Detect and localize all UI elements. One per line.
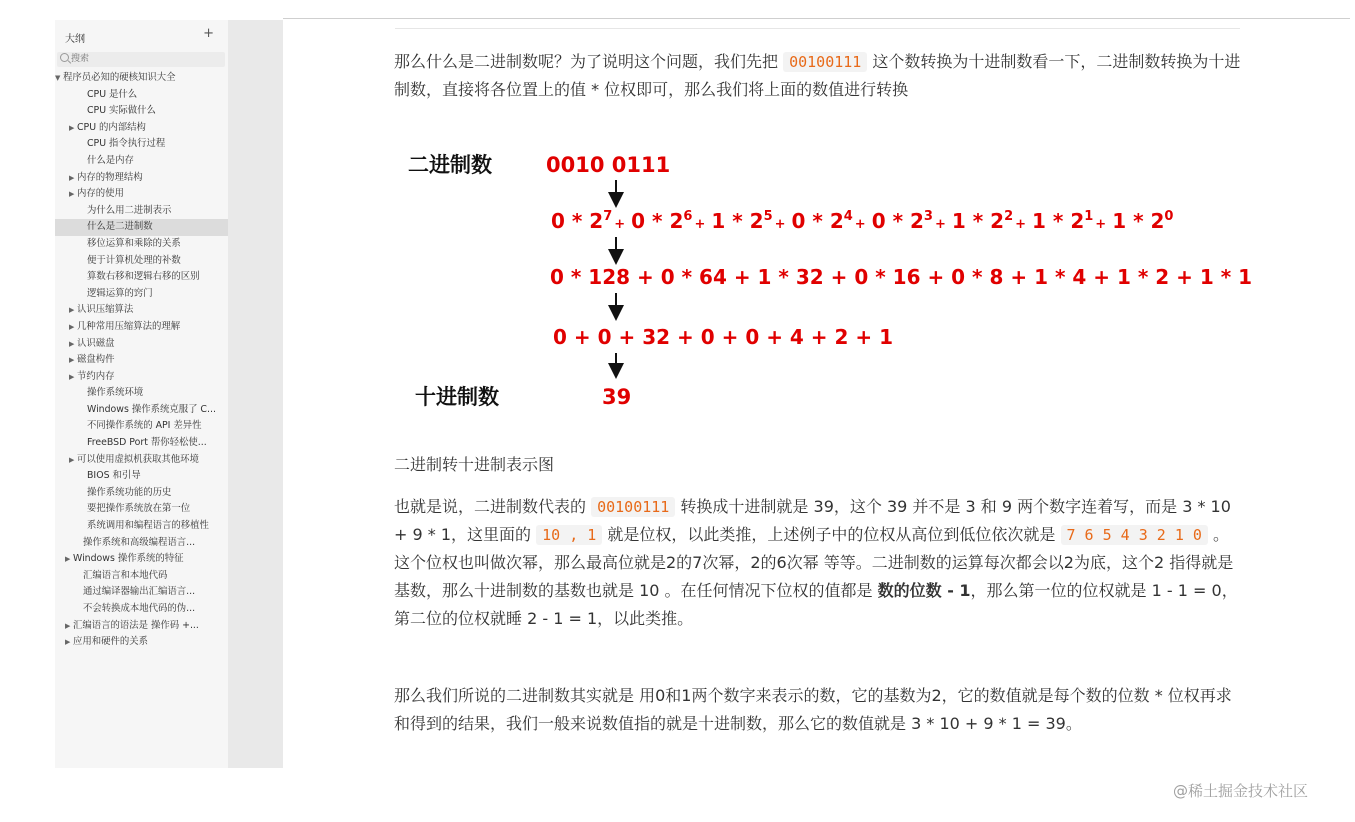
caret-right-icon[interactable]: ▶ xyxy=(69,372,75,381)
outline-item-label: 节约内存 xyxy=(77,370,115,382)
binary-to-decimal-diagram xyxy=(395,135,1255,435)
outline-item[interactable] xyxy=(55,501,228,518)
paragraph-intro xyxy=(394,48,1242,104)
outline-item-label: 操作系统环境 xyxy=(87,387,144,399)
exponent: 7 xyxy=(603,209,613,224)
weight-term: 1 * 2 xyxy=(1112,209,1165,233)
outline-item[interactable] xyxy=(55,535,228,552)
outline-item-label: 通过编译器输出汇编语言... xyxy=(83,586,196,598)
outline-item[interactable] xyxy=(55,120,228,137)
outline-item-label: 什么是内存 xyxy=(87,154,134,166)
outline-item[interactable] xyxy=(55,236,228,253)
plus-sign: + xyxy=(694,217,706,232)
p2-text-a: 也就是说，二进制数代表的 xyxy=(394,497,592,516)
caret-right-icon[interactable]: ▶ xyxy=(69,306,75,315)
inline-code: 00100111 xyxy=(783,52,867,72)
caret-right-icon[interactable]: ▶ xyxy=(69,190,75,199)
outline-item[interactable] xyxy=(55,319,228,336)
outline-item-label: 磁盘构件 xyxy=(77,354,115,366)
outline-item[interactable] xyxy=(55,452,228,469)
weight-term: 1 * 2 xyxy=(711,209,764,233)
outline-item[interactable] xyxy=(55,219,228,236)
decimal-value: 39 xyxy=(602,385,632,409)
search-icon xyxy=(60,53,69,62)
content-divider xyxy=(395,28,1240,29)
outline-item-label: 便于计算机处理的补数 xyxy=(87,254,181,266)
p1-text-a: 那么什么是二进制数呢？为了说明这个问题，我们先把 xyxy=(394,52,784,71)
outline-item[interactable] xyxy=(55,186,228,203)
outline-item[interactable] xyxy=(55,518,228,535)
outline-item-label: Windows 操作系统克服了 C... xyxy=(87,403,216,415)
exponent: 1 xyxy=(1084,209,1094,224)
outline-header xyxy=(55,20,228,50)
diagram-caption: 二进制转十进制表示图 xyxy=(394,455,555,474)
inline-code: 10 , 1 xyxy=(536,525,602,545)
outline-item[interactable] xyxy=(55,468,228,485)
outline-item-label: 算数右移和逻辑右移的区别 xyxy=(87,271,200,283)
outline-item[interactable] xyxy=(55,485,228,502)
watermark: @稀土掘金技术社区 xyxy=(1173,782,1309,800)
exponent: 3 xyxy=(923,209,933,224)
outline-item-label: 认识磁盘 xyxy=(77,337,115,349)
plus-sign: + xyxy=(1095,217,1107,232)
outline-item-label: 操作系统和高级编程语言... xyxy=(83,536,196,548)
outline-item-label: 认识压缩算法 xyxy=(77,304,134,316)
weight-term: 1 * 2 xyxy=(951,209,1005,233)
add-icon[interactable]: + xyxy=(203,26,214,41)
caret-right-icon[interactable]: ▶ xyxy=(69,455,75,464)
outline-item[interactable] xyxy=(55,70,228,87)
outline-item[interactable] xyxy=(55,253,228,270)
paragraph-explanation xyxy=(394,493,1242,633)
outline-item[interactable] xyxy=(55,136,228,153)
sum-row: 0 + 0 + 32 + 0 + 0 + 4 + 2 + 1 xyxy=(553,325,894,349)
weight-term: 0 * 2 xyxy=(551,209,604,233)
outline-item[interactable] xyxy=(55,352,228,369)
plus-sign: + xyxy=(1015,217,1027,232)
outline-item-label: FreeBSD Port 帮你轻松使... xyxy=(87,437,207,449)
outline-item-label: 汇编语言的语法是 操作码 +... xyxy=(73,619,199,631)
outline-item[interactable] xyxy=(55,302,228,319)
caret-right-icon[interactable]: ▶ xyxy=(65,555,71,564)
inline-code: 00100111 xyxy=(591,497,675,517)
outline-item-label: 逻辑运算的窍门 xyxy=(87,287,153,299)
p2-text-c: 就是位权，以此类推，上述例子中的位权从高位到低位依次就是 xyxy=(602,525,1061,544)
caret-down-icon[interactable]: ▼ xyxy=(55,74,61,82)
outline-item-label: 应用和硬件的关系 xyxy=(73,636,149,648)
outline-item-label: 可以使用虚拟机获取其他环境 xyxy=(77,453,199,465)
weight-term: 0 * 2 xyxy=(871,209,924,233)
outline-item[interactable] xyxy=(55,601,228,618)
paragraph-summary: 那么我们所说的二进制数其实就是 用0和1两个数字来表示的数，它的基数为2，它的数值就是每个数的位数 * 位权再求和得到的结果，我们一般来说数值指的就是十进制数，那么它的数值就是 3 * 10 + 9 * 1 = 39。 xyxy=(394,686,1232,733)
search-box[interactable] xyxy=(57,52,225,67)
outline-item-label: 什么是二进制数 xyxy=(87,221,153,233)
outline-item[interactable] xyxy=(55,584,228,601)
outline-item[interactable] xyxy=(55,551,228,568)
plus-sign: + xyxy=(934,217,946,232)
outline-item-label: CPU 是什么 xyxy=(87,88,138,100)
outline-item-label: CPU 指令执行过程 xyxy=(87,138,166,150)
weight-term: 0 * 2 xyxy=(631,209,684,233)
plus-sign: + xyxy=(774,217,786,232)
exponent: 4 xyxy=(843,209,853,224)
outline-item-label: 程序员必知的硬核知识大全 xyxy=(63,72,176,83)
outline-item-label: Windows 操作系统的特征 xyxy=(73,553,184,565)
plus-sign: + xyxy=(854,217,866,232)
outline-item[interactable] xyxy=(55,286,228,303)
outline-item[interactable] xyxy=(55,336,228,353)
caret-right-icon[interactable]: ▶ xyxy=(65,621,71,630)
binary-value: 0010 0111 xyxy=(546,153,671,177)
caret-right-icon[interactable]: ▶ xyxy=(69,173,75,182)
outline-item[interactable] xyxy=(55,87,228,104)
caret-right-icon[interactable]: ▶ xyxy=(69,123,75,132)
weight-term: 0 * 2 xyxy=(791,209,844,233)
outline-list xyxy=(55,70,228,651)
p2-text-d: 。这个位权也叫做次幂，那么最高位就是2的7次幂，2的6次幂 等等。二进制数的运算每次都会以2为底，这个2 指得就是基数，那么十进制数的基数也就是 10 。在任何情况下位权的值都是 xyxy=(394,525,1234,600)
caret-right-icon[interactable]: ▶ xyxy=(69,322,75,331)
binary-label: 二进制数 xyxy=(408,153,492,177)
outline-item-label: 移位运算和乘除的关系 xyxy=(87,237,181,249)
search-input[interactable] xyxy=(71,52,221,66)
p1-text-b: 这个数转换为十进制数看一下，二进制数转换为十进制数，直接将各位置上的值 * 位权即可，那么我们将上面的数值进行转换 xyxy=(394,52,1241,99)
outline-item[interactable] xyxy=(55,203,228,220)
outline-item[interactable] xyxy=(55,153,228,170)
exponent: 0 xyxy=(1164,209,1174,224)
outline-title: 大纲 xyxy=(65,34,85,45)
outline-item[interactable] xyxy=(55,435,228,452)
caret-right-icon[interactable]: ▶ xyxy=(69,356,75,365)
outline-item[interactable] xyxy=(55,103,228,120)
outline-item-label: 内存的使用 xyxy=(77,188,124,200)
outline-item-label: 不会转换成本地代码的伪... xyxy=(83,603,196,614)
exponent: 2 xyxy=(1004,209,1014,224)
decimal-label: 十进制数 xyxy=(415,385,499,409)
outline-item-label: 系统调用和编程语言的移植性 xyxy=(87,520,209,532)
p2-text-e: ，那么第一位的位权就是 1 - 1 = 0， 第二位的位权就睡 2 - 1 = 1，以此类推。 xyxy=(394,581,1238,628)
editor-gutter xyxy=(228,20,283,768)
outline-item[interactable] xyxy=(55,418,228,435)
outline-item[interactable] xyxy=(55,634,228,651)
outline-item[interactable] xyxy=(55,402,228,419)
outline-item-label: BIOS 和引导 xyxy=(87,470,141,482)
outline-item-label: CPU 的内部结构 xyxy=(77,121,146,133)
outline-item[interactable] xyxy=(55,618,228,635)
top-divider xyxy=(283,18,1350,19)
weights-row xyxy=(551,209,1173,233)
inline-code: 7 6 5 4 3 2 1 0 xyxy=(1061,525,1208,545)
weight-term: 1 * 2 xyxy=(1032,209,1085,233)
outline-item-label: 汇编语言和本地代码 xyxy=(83,569,168,581)
outline-item[interactable] xyxy=(55,568,228,585)
outline-item-label: 操作系统功能的历史 xyxy=(87,486,172,498)
exponent: 5 xyxy=(763,209,773,224)
exponent: 6 xyxy=(683,209,693,224)
outline-item-label: CPU 实际做什么 xyxy=(87,105,156,117)
p2-text-b: 转换成十进制就是 39，这个 39 并不是 3 和 9 两个数字连着写，而是 3 * 10 + 9 * 1，这里面的 xyxy=(394,497,1231,544)
outline-item-label: 为什么用二进制表示 xyxy=(87,204,172,216)
caret-right-icon[interactable]: ▶ xyxy=(69,339,75,348)
outline-item[interactable] xyxy=(55,269,228,286)
plus-sign: + xyxy=(614,217,626,232)
outline-item-label: 要把操作系统放在第一位 xyxy=(87,503,191,515)
values-row: 0 * 128 + 0 * 64 + 1 * 32 + 0 * 16 + 0 * 8 + 1 * 4 + 1 * 2 + 1 * 1 xyxy=(550,265,1253,289)
outline-item[interactable] xyxy=(55,369,228,386)
outline-sidebar xyxy=(55,20,228,768)
outline-item[interactable] xyxy=(55,170,228,187)
outline-item-label: 不同操作系统的 API 差异性 xyxy=(87,420,202,432)
outline-item-label: 几种常用压缩算法的理解 xyxy=(77,320,181,332)
bold-text: 数的位数 - 1 xyxy=(877,581,971,600)
outline-item[interactable] xyxy=(55,385,228,402)
caret-right-icon[interactable]: ▶ xyxy=(65,638,71,647)
outline-item-label: 内存的物理结构 xyxy=(77,171,143,183)
